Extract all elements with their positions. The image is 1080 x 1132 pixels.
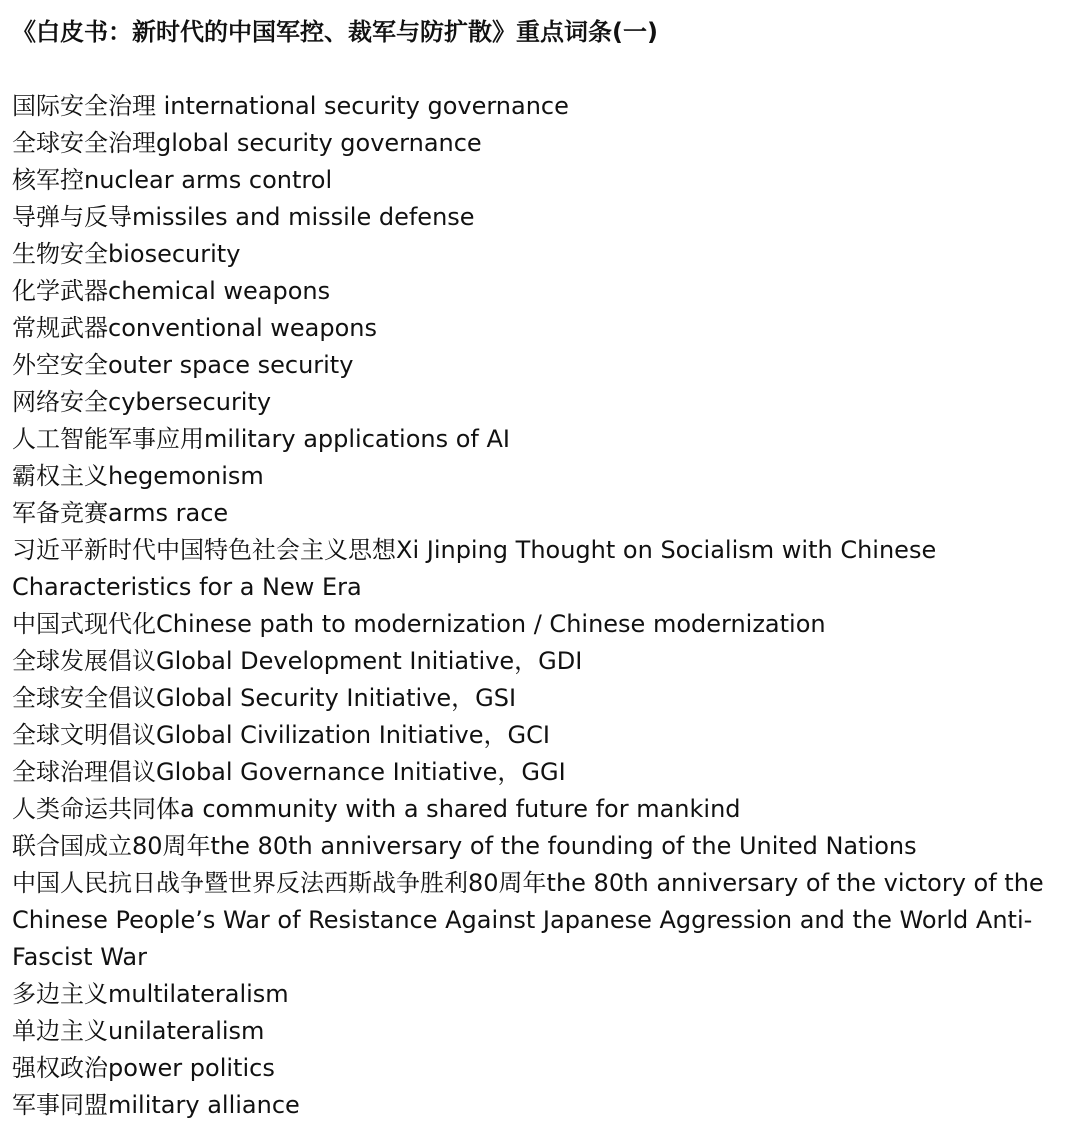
term-item: 外空安全outer space security xyxy=(12,351,354,379)
term-item: 全球治理倡议Global Governance Initiative，GGI xyxy=(12,758,566,786)
blank-line xyxy=(12,51,1068,88)
term-item: 习近平新时代中国特色社会主义思想Xi Jinping Thought on Socialism with Chinese Characteristics for a New Era xyxy=(12,536,937,601)
term-item: 霸权主义hegemonism xyxy=(12,462,264,490)
term-list xyxy=(12,88,1068,1124)
term-item: 常规武器conventional weapons xyxy=(12,314,377,342)
document-body xyxy=(12,14,1068,1124)
term-item: 生物安全biosecurity xyxy=(12,240,241,268)
term-item: 导弹与反导missiles and missile defense xyxy=(12,203,475,231)
term-item: 核军控nuclear arms control xyxy=(12,166,333,194)
document-title: 《白皮书：新时代的中国军控、裁军与防扩散》重点词条(一) xyxy=(12,18,658,46)
term-item: 军备竞赛arms race xyxy=(12,499,229,527)
term-item: 多边主义multilateralism xyxy=(12,980,289,1008)
term-item: 中国人民抗日战争暨世界反法西斯战争胜利80周年the 80th anniversary of the victory of the Chinese People’s War of Resistance Against Japanese Aggression and the World Anti-Fascist War xyxy=(12,869,1044,971)
term-item: 网络安全cybersecurity xyxy=(12,388,272,416)
term-item: 中国式现代化Chinese path to modernization / Chinese modernization xyxy=(12,610,826,638)
term-item: 人类命运共同体a community with a shared future for mankind xyxy=(12,795,741,823)
term-item: 化学武器chemical weapons xyxy=(12,277,331,305)
term-item: 人工智能军事应用military applications of AI xyxy=(12,425,510,453)
term-item: 联合国成立80周年the 80th anniversary of the founding of the United Nations xyxy=(12,832,917,860)
term-item: 全球文明倡议Global Civilization Initiative，GCI xyxy=(12,721,550,749)
term-item: 军事同盟military alliance xyxy=(12,1091,300,1119)
term-item: 全球发展倡议Global Development Initiative，GDI xyxy=(12,647,583,675)
term-item: 单边主义unilateralism xyxy=(12,1017,265,1045)
term-item: 全球安全倡议Global Security Initiative，GSI xyxy=(12,684,517,712)
term-item: 全球安全治理global security governance xyxy=(12,129,482,157)
term-item: 国际安全治理 international security governance xyxy=(12,92,569,120)
term-item: 强权政治power politics xyxy=(12,1054,275,1082)
